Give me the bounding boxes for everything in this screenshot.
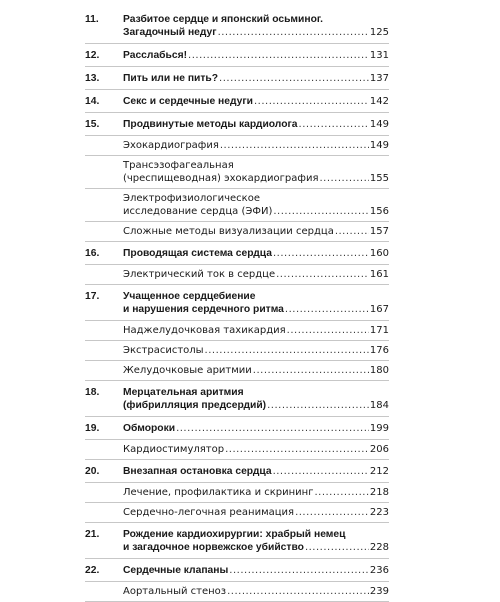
page-number: 157 <box>369 226 389 237</box>
page-number: 137 <box>369 73 389 84</box>
page-number: 131 <box>369 50 389 61</box>
dot-leader <box>205 344 369 357</box>
toc-chapter-entry <box>85 460 389 483</box>
dot-leader <box>287 324 369 337</box>
toc-subsection-entry <box>85 582 389 602</box>
chapter-title: (фибрилляция предсердий) <box>123 400 267 411</box>
chapter-title: и нарушения сердечного ритма <box>123 304 284 315</box>
toc-subsection-entry <box>85 136 389 156</box>
toc-chapter-entry <box>85 67 389 90</box>
dot-leader <box>227 585 369 598</box>
subsection-title: Желудочковые аритмии <box>123 365 252 376</box>
chapter-title: Рождение кардиохирургии: храбрый немец <box>123 529 346 540</box>
dot-leader <box>276 268 369 281</box>
chapter-title: Продвинутые методы кардиолога <box>123 119 298 130</box>
dot-leader <box>267 399 369 412</box>
subsection-title: Электрический ток в сердце <box>123 269 276 280</box>
page-number: 206 <box>369 444 389 455</box>
toc-chapter-entry <box>85 381 389 417</box>
dot-leader <box>305 541 369 554</box>
page-number: 218 <box>369 487 389 498</box>
dot-leader <box>273 247 369 260</box>
chapter-number: 22. <box>85 565 100 576</box>
dot-leader <box>218 26 369 39</box>
chapter-number: 16. <box>85 248 100 259</box>
toc-chapter-entry <box>85 242 389 265</box>
toc-subsection-entry <box>85 156 389 189</box>
dot-leader <box>285 303 369 316</box>
chapter-title: Сердечные клапаны <box>123 565 229 576</box>
subsection-title: Сложные методы визуализации сердца <box>123 226 334 237</box>
toc-chapter-entry <box>85 523 389 559</box>
chapter-title: Разбитое сердце и японский осьминог. <box>123 14 323 25</box>
page-number: 212 <box>369 466 389 477</box>
chapter-title: Мерцательная аритмия <box>123 387 244 398</box>
chapter-number: 20. <box>85 466 100 477</box>
chapter-title: Загадочный недуг <box>123 27 217 38</box>
toc-subsection-entry <box>85 321 389 341</box>
subsection-title: исследование сердца (ЭФИ) <box>123 206 273 217</box>
toc-subsection-entry <box>85 503 389 523</box>
subsection-title: Аортальный стеноз <box>123 586 227 597</box>
chapter-title: Обмороки <box>123 423 176 434</box>
subsection-title: Наджелудочковая тахикардия <box>123 325 286 336</box>
table-of-contents <box>85 8 389 602</box>
toc-chapter-entry <box>85 44 389 67</box>
toc-subsection-entry <box>85 265 389 285</box>
subsection-title: Эхокардиография <box>123 140 219 151</box>
chapter-title: Учащенное сердцебиение <box>123 291 256 302</box>
page-number: 184 <box>369 400 389 411</box>
page-number: 171 <box>369 325 389 336</box>
chapter-number: 18. <box>85 387 100 398</box>
subsection-title: Кардиостимулятор <box>123 444 225 455</box>
dot-leader <box>319 172 368 185</box>
page-number: 142 <box>369 96 389 107</box>
toc-subsection-entry <box>85 440 389 460</box>
dot-leader <box>219 72 369 85</box>
page-number: 236 <box>369 565 389 576</box>
page-number: 239 <box>369 586 389 597</box>
dot-leader <box>273 205 369 218</box>
dot-leader <box>176 422 369 435</box>
dot-leader <box>273 465 369 478</box>
chapter-number: 11. <box>85 14 99 25</box>
toc-chapter-entry <box>85 113 389 136</box>
subsection-title: (чреспищеводная) эхокардиография <box>123 173 319 184</box>
toc-chapter-entry <box>85 90 389 113</box>
chapter-number: 13. <box>85 73 100 84</box>
page-number: 167 <box>369 304 389 315</box>
page-number: 125 <box>369 27 389 38</box>
toc-subsection-entry <box>85 222 389 242</box>
chapter-number: 17. <box>85 291 100 302</box>
page-number: 176 <box>369 345 389 356</box>
chapter-title: Пить или не пить? <box>123 73 219 84</box>
dot-leader <box>254 95 369 108</box>
page-number: 223 <box>369 507 389 518</box>
dot-leader <box>314 486 368 499</box>
page-number: 228 <box>369 542 389 553</box>
chapter-number: 12. <box>85 50 100 61</box>
toc-subsection-entry <box>85 483 389 503</box>
subsection-title: Электрофизиологическое <box>123 193 260 204</box>
chapter-number: 15. <box>85 119 100 130</box>
chapter-number: 19. <box>85 423 100 434</box>
chapter-title: Проводящая система сердца <box>123 248 272 259</box>
toc-chapter-entry <box>85 8 389 44</box>
page-number: 149 <box>369 140 389 151</box>
dot-leader <box>335 225 369 238</box>
toc-chapter-entry <box>85 417 389 440</box>
subsection-title: Трансэзофагеальная <box>123 160 234 171</box>
dot-leader <box>229 564 369 577</box>
page-number: 161 <box>369 269 389 280</box>
page-number: 155 <box>369 173 389 184</box>
dot-leader <box>295 506 369 519</box>
page-number: 160 <box>369 248 389 259</box>
chapter-title: и загадочное норвежское убийство <box>123 542 304 553</box>
chapter-number: 14. <box>85 96 100 107</box>
dot-leader <box>220 139 369 152</box>
toc-subsection-entry <box>85 189 389 222</box>
toc-chapter-entry <box>85 559 389 582</box>
toc-chapter-entry <box>85 285 389 321</box>
page-number: 180 <box>369 365 389 376</box>
toc-subsection-entry <box>85 361 389 381</box>
subsection-title: Лечение, профилактика и скрининг <box>123 487 314 498</box>
page-number: 149 <box>369 119 389 130</box>
chapter-title: Секс и сердечные недуги <box>123 96 253 107</box>
chapter-title: Расслабься! <box>123 50 188 61</box>
subsection-title: Экстрасистолы <box>123 345 204 356</box>
subsection-title: Сердечно-легочная реанимация <box>123 507 295 518</box>
dot-leader <box>188 49 369 62</box>
dot-leader <box>253 364 369 377</box>
dot-leader <box>299 118 369 131</box>
chapter-title: Внезапная остановка сердца <box>123 466 272 477</box>
toc-subsection-entry <box>85 341 389 361</box>
page-number: 199 <box>369 423 389 434</box>
dot-leader <box>225 443 369 456</box>
page-number: 156 <box>369 206 389 217</box>
chapter-number: 21. <box>85 529 100 540</box>
